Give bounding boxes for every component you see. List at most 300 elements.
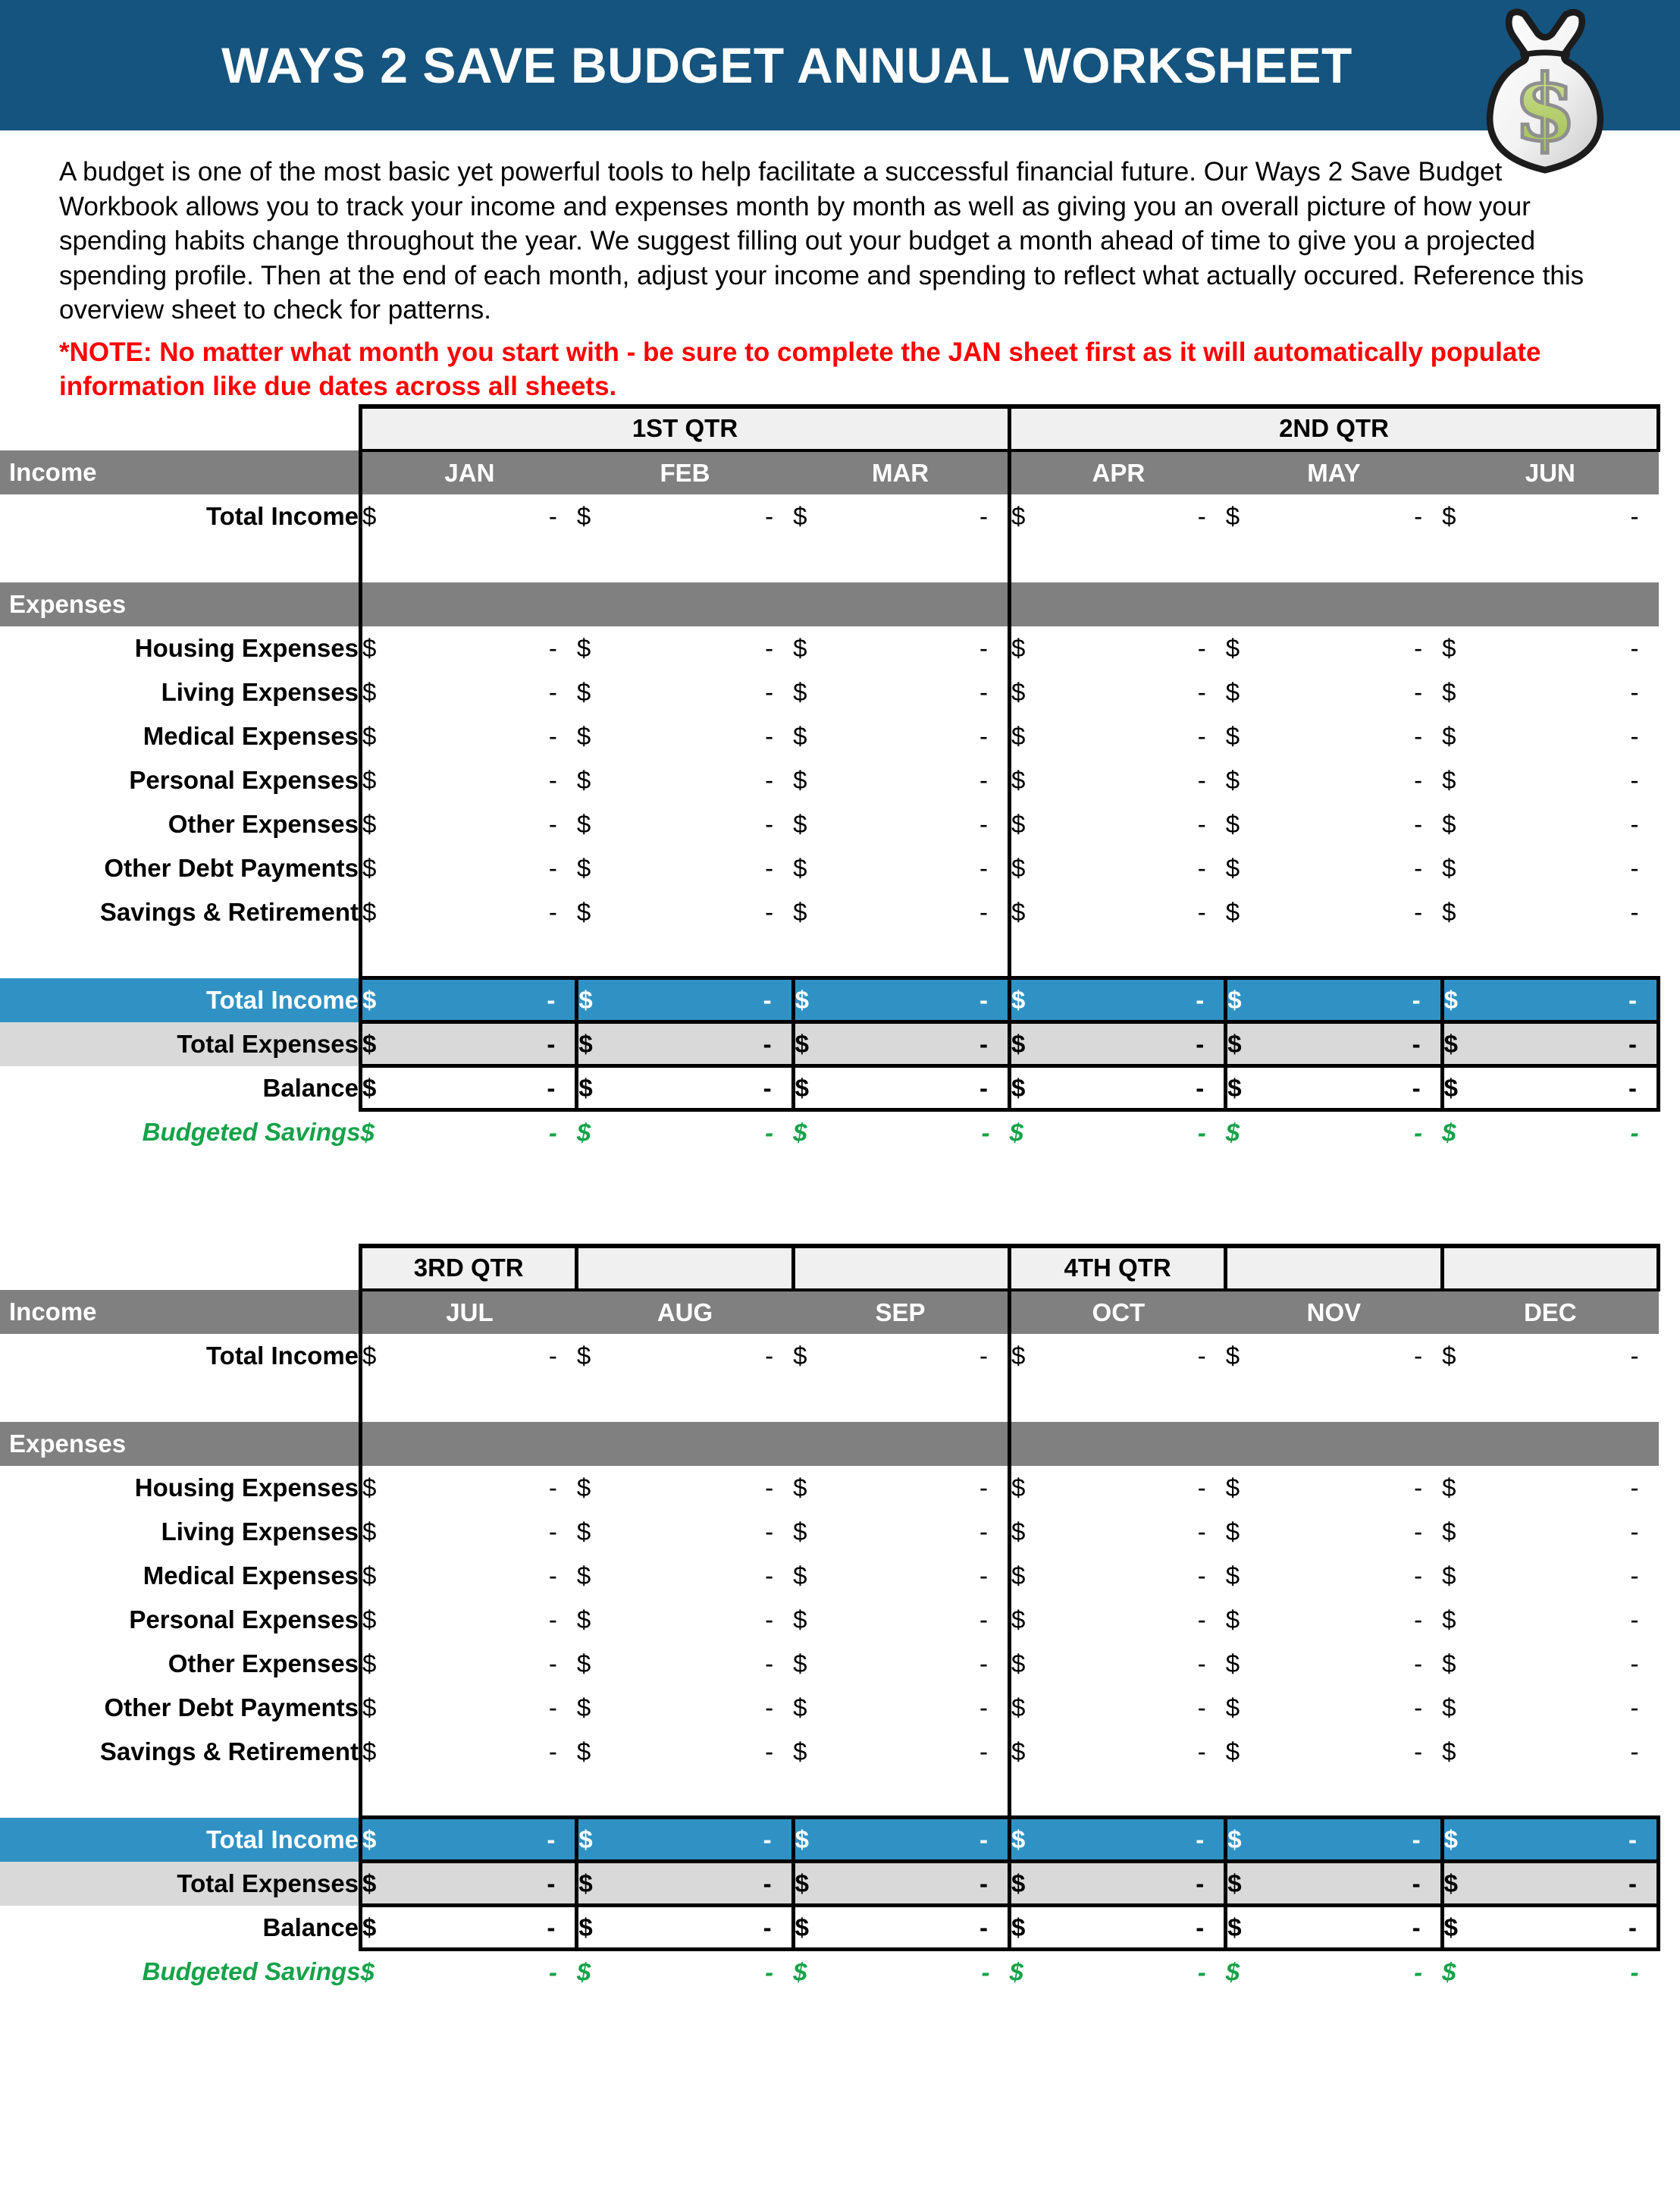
value-cell[interactable] <box>577 1510 793 1554</box>
value-dash: - <box>979 765 988 794</box>
month-header-jul: JUL <box>361 1290 577 1334</box>
currency-symbol: $ <box>576 1605 591 1633</box>
value-cell[interactable] <box>793 978 1009 1022</box>
value-cell[interactable] <box>1226 1906 1442 1950</box>
spacer-cell <box>577 1774 793 1818</box>
income-band-row <box>0 1290 1659 1334</box>
value-cell[interactable] <box>1226 1950 1442 1994</box>
value-cell[interactable] <box>793 846 1009 890</box>
value-cell[interactable] <box>793 890 1009 934</box>
value-dash: - <box>981 1118 990 1147</box>
value-cell[interactable] <box>577 1730 793 1774</box>
currency-symbol: $ <box>793 501 807 530</box>
currency-symbol: $ <box>1225 1605 1240 1633</box>
expense-label: Medical Expenses <box>143 721 359 750</box>
value-dash: - <box>1414 809 1423 838</box>
value-dash: - <box>979 1869 988 1897</box>
value-cell[interactable] <box>1009 1110 1225 1154</box>
value-cell[interactable] <box>1226 1110 1442 1154</box>
value-cell[interactable] <box>1442 1862 1658 1906</box>
value-dash: - <box>548 1649 557 1677</box>
income-section-label: Income <box>0 450 361 494</box>
value-cell[interactable] <box>361 1510 577 1554</box>
value-cell[interactable] <box>1442 1066 1658 1110</box>
value-dash: - <box>1414 853 1423 882</box>
currency-symbol: $ <box>1225 633 1240 662</box>
currency-symbol: $ <box>1442 1649 1456 1677</box>
value-cell[interactable] <box>577 1906 793 1950</box>
currency-symbol: $ <box>1225 501 1240 530</box>
value-cell[interactable] <box>361 1466 577 1510</box>
value-cell[interactable] <box>361 1686 577 1730</box>
value-cell[interactable] <box>793 1066 1009 1110</box>
value-cell[interactable] <box>361 890 577 934</box>
value-dash: - <box>1414 765 1423 794</box>
currency-symbol: $ <box>362 1913 377 1941</box>
currency-symbol: $ <box>1225 677 1240 706</box>
value-cell[interactable] <box>1009 1022 1225 1066</box>
currency-symbol: $ <box>362 1517 377 1546</box>
spacer-cell <box>1442 934 1658 978</box>
value-cell[interactable] <box>1226 978 1442 1022</box>
value-dash: - <box>548 1341 557 1370</box>
value-dash: - <box>1414 633 1423 662</box>
value-cell[interactable] <box>1442 714 1658 758</box>
value-cell[interactable] <box>361 1334 577 1378</box>
value-cell[interactable] <box>361 626 577 670</box>
currency-symbol: $ <box>1442 501 1456 530</box>
total-income-row <box>0 1334 1659 1378</box>
value-cell[interactable] <box>793 670 1009 714</box>
value-cell[interactable] <box>361 1598 577 1642</box>
currency-symbol: $ <box>1443 1825 1458 1853</box>
value-cell[interactable] <box>577 846 793 890</box>
value-dash: - <box>979 897 988 926</box>
value-cell[interactable] <box>1009 1906 1225 1950</box>
value-dash: - <box>765 1737 774 1765</box>
total-income-row <box>0 494 1659 538</box>
value-cell[interactable] <box>1009 670 1225 714</box>
value-cell[interactable] <box>1226 1554 1442 1598</box>
value-dash: - <box>1414 677 1423 706</box>
value-cell[interactable] <box>1009 1598 1225 1642</box>
value-dash: - <box>548 1517 557 1546</box>
value-cell[interactable] <box>793 1818 1009 1862</box>
value-cell[interactable] <box>1442 978 1658 1022</box>
value-cell[interactable] <box>1009 978 1225 1022</box>
currency-symbol: $ <box>578 1869 593 1897</box>
value-cell[interactable] <box>361 1818 577 1862</box>
value-dash: - <box>979 853 988 882</box>
value-cell[interactable] <box>1442 1686 1658 1730</box>
value-cell[interactable] <box>1226 714 1442 758</box>
value-cell[interactable] <box>1442 1642 1658 1686</box>
value-dash: - <box>763 1913 772 1941</box>
currency-symbol: $ <box>1011 853 1026 882</box>
currency-symbol: $ <box>362 1561 377 1589</box>
value-cell[interactable] <box>1226 670 1442 714</box>
currency-symbol: $ <box>1011 1517 1026 1546</box>
value-cell[interactable] <box>1442 1730 1658 1774</box>
money-bag-icon <box>1469 8 1621 174</box>
value-cell[interactable] <box>361 670 577 714</box>
currency-symbol: $ <box>1442 853 1456 882</box>
value-cell[interactable] <box>793 1686 1009 1730</box>
currency-symbol: $ <box>1225 1473 1240 1502</box>
value-dash: - <box>765 765 774 794</box>
currency-symbol: $ <box>1442 1517 1456 1546</box>
currency-symbol: $ <box>1011 1869 1026 1897</box>
value-dash: - <box>1628 1073 1637 1102</box>
value-cell[interactable] <box>577 890 793 934</box>
value-dash: - <box>1628 985 1637 1014</box>
value-dash: - <box>1628 1913 1637 1941</box>
value-cell[interactable] <box>577 1950 793 1994</box>
band-cell <box>793 582 1009 626</box>
value-cell[interactable] <box>1226 846 1442 890</box>
currency-symbol: $ <box>576 1341 591 1370</box>
value-cell[interactable] <box>1009 1730 1225 1774</box>
value-cell[interactable] <box>793 494 1009 538</box>
value-cell[interactable] <box>1226 1510 1442 1554</box>
value-cell[interactable] <box>577 626 793 670</box>
currency-symbol: $ <box>1442 1561 1456 1589</box>
value-cell[interactable] <box>361 758 577 802</box>
value-dash: - <box>1414 1517 1423 1546</box>
currency-symbol: $ <box>1011 1073 1026 1102</box>
value-cell[interactable] <box>361 1862 577 1906</box>
value-dash: - <box>765 1649 774 1677</box>
currency-symbol: $ <box>793 1693 807 1721</box>
value-cell[interactable] <box>577 802 793 846</box>
value-cell[interactable] <box>1442 1554 1658 1598</box>
expense-label: Living Expenses <box>161 1517 359 1546</box>
quarter-label-q4: 4TH QTR <box>1009 1246 1225 1290</box>
value-dash: - <box>763 985 772 1014</box>
spacer-cell <box>793 934 1009 978</box>
value-cell[interactable] <box>361 1066 577 1110</box>
value-dash: - <box>548 1605 557 1633</box>
value-cell[interactable] <box>793 1598 1009 1642</box>
table-row <box>0 890 1659 934</box>
summary-total-income-label: Total Income <box>0 978 361 1022</box>
value-cell[interactable] <box>361 714 577 758</box>
value-dash: - <box>547 1073 556 1102</box>
currency-symbol: $ <box>1443 1073 1458 1102</box>
currency-symbol: $ <box>1227 1869 1242 1897</box>
expense-label: Housing Expenses <box>134 633 359 662</box>
value-cell[interactable] <box>1442 1818 1658 1862</box>
value-cell[interactable] <box>1442 670 1658 714</box>
value-cell[interactable] <box>1442 846 1658 890</box>
currency-symbol: $ <box>578 1913 593 1941</box>
value-cell[interactable] <box>361 1906 577 1950</box>
value-cell[interactable] <box>577 758 793 802</box>
spacer-cell <box>361 538 577 582</box>
expense-label: Medical Expenses <box>143 1561 359 1589</box>
spacer-cell <box>361 1774 577 1818</box>
value-cell[interactable] <box>361 1730 577 1774</box>
band-cell <box>361 1422 577 1466</box>
currency-symbol: $ <box>1442 765 1456 794</box>
value-cell[interactable] <box>1442 1334 1658 1378</box>
currency-symbol: $ <box>793 1561 807 1589</box>
currency-symbol: $ <box>576 1649 591 1677</box>
value-cell[interactable] <box>1009 1510 1225 1554</box>
value-cell[interactable] <box>1442 1022 1658 1066</box>
value-dash: - <box>1196 1913 1205 1941</box>
value-dash: - <box>1412 1029 1421 1058</box>
value-cell[interactable] <box>793 758 1009 802</box>
currency-symbol: $ <box>576 633 591 662</box>
spacer-cell <box>0 1774 361 1818</box>
value-cell[interactable] <box>577 1598 793 1642</box>
value-cell[interactable] <box>577 1022 793 1066</box>
value-cell[interactable] <box>361 1022 577 1066</box>
value-dash: - <box>765 1473 774 1502</box>
spacer-cell <box>793 1774 1009 1818</box>
value-cell[interactable] <box>1226 1022 1442 1066</box>
value-cell[interactable] <box>1009 1818 1225 1862</box>
value-dash: - <box>1628 1825 1637 1853</box>
currency-symbol: $ <box>1442 1605 1456 1633</box>
value-cell[interactable] <box>1009 890 1225 934</box>
value-cell[interactable] <box>1226 1818 1442 1862</box>
value-dash: - <box>1197 633 1206 662</box>
value-cell[interactable] <box>577 1334 793 1378</box>
value-cell[interactable] <box>361 978 577 1022</box>
value-cell[interactable] <box>577 670 793 714</box>
value-cell[interactable] <box>361 802 577 846</box>
value-dash: - <box>979 721 988 750</box>
value-cell[interactable] <box>1442 494 1658 538</box>
currency-symbol: $ <box>795 985 809 1014</box>
value-cell[interactable] <box>793 714 1009 758</box>
summary-balance-label: Balance <box>0 1906 361 1950</box>
value-dash: - <box>1630 1118 1639 1147</box>
value-dash: - <box>1412 985 1421 1014</box>
value-dash: - <box>979 1913 988 1941</box>
spacer-cell <box>577 934 793 978</box>
value-dash: - <box>765 1561 774 1589</box>
value-cell[interactable] <box>793 1466 1009 1510</box>
summary-total-income-row <box>0 978 1659 1022</box>
currency-symbol: $ <box>1011 501 1026 530</box>
svg-text:$: $ <box>1513 55 1577 162</box>
value-dash: - <box>1414 1561 1423 1589</box>
currency-symbol: $ <box>1011 1473 1026 1502</box>
value-cell[interactable] <box>1009 1066 1225 1110</box>
value-cell[interactable] <box>1442 802 1658 846</box>
currency-symbol: $ <box>362 1073 377 1102</box>
expense-label: Other Expenses <box>168 809 359 838</box>
value-cell[interactable] <box>1442 758 1658 802</box>
value-cell[interactable] <box>1009 1554 1225 1598</box>
currency-symbol: $ <box>1009 1118 1023 1147</box>
value-cell[interactable] <box>793 1642 1009 1686</box>
value-dash: - <box>1628 1869 1637 1897</box>
value-dash: - <box>1197 809 1206 838</box>
currency-symbol: $ <box>795 1825 810 1853</box>
summary-total-income-row <box>0 1818 1659 1862</box>
value-cell[interactable] <box>1226 1598 1442 1642</box>
currency-symbol: $ <box>795 1029 809 1058</box>
expense-label: Living Expenses <box>161 677 359 706</box>
currency-symbol: $ <box>793 1605 807 1633</box>
currency-symbol: $ <box>1225 1561 1240 1589</box>
value-cell[interactable] <box>793 1862 1009 1906</box>
value-dash: - <box>1414 1693 1423 1721</box>
budgeted-savings-label: Budgeted Savings <box>142 1957 361 1985</box>
value-cell[interactable] <box>1442 1598 1658 1642</box>
value-cell[interactable] <box>1226 1862 1442 1906</box>
value-cell[interactable] <box>1009 1686 1225 1730</box>
value-cell[interactable] <box>1226 1466 1442 1510</box>
value-dash: - <box>763 1029 772 1058</box>
value-cell[interactable] <box>1442 1950 1658 1994</box>
value-cell[interactable] <box>1226 890 1442 934</box>
value-dash: - <box>979 633 988 662</box>
currency-symbol: $ <box>1011 1649 1026 1677</box>
currency-symbol: $ <box>1011 721 1026 750</box>
currency-symbol: $ <box>360 1118 375 1147</box>
currency-symbol: $ <box>576 853 591 882</box>
summary-total-expenses-row <box>0 1862 1659 1906</box>
currency-symbol: $ <box>1225 1693 1240 1721</box>
currency-symbol: $ <box>1227 1073 1242 1102</box>
value-cell[interactable] <box>577 1466 793 1510</box>
value-cell[interactable] <box>1226 1334 1442 1378</box>
value-cell[interactable] <box>1009 1862 1225 1906</box>
summary-total-expenses-label: Total Expenses <box>0 1022 361 1066</box>
currency-symbol: $ <box>362 633 377 662</box>
value-cell[interactable] <box>1226 1730 1442 1774</box>
value-cell[interactable] <box>1442 890 1658 934</box>
currency-symbol: $ <box>1225 1957 1240 1986</box>
value-cell[interactable] <box>1226 758 1442 802</box>
value-cell[interactable] <box>1226 802 1442 846</box>
value-cell[interactable] <box>577 1818 793 1862</box>
quarter-cell-blank <box>1442 1246 1658 1290</box>
value-cell[interactable] <box>1442 1510 1658 1554</box>
currency-symbol: $ <box>362 1341 377 1370</box>
value-cell[interactable] <box>577 1554 793 1598</box>
table-row <box>0 1466 1659 1510</box>
value-cell[interactable] <box>577 1110 793 1154</box>
value-cell[interactable] <box>1226 1642 1442 1686</box>
spacer-cell <box>1226 1378 1442 1422</box>
value-cell[interactable] <box>793 1730 1009 1774</box>
value-cell[interactable] <box>1226 1686 1442 1730</box>
value-cell[interactable] <box>1009 802 1225 846</box>
currency-symbol: $ <box>362 501 377 530</box>
value-cell[interactable] <box>793 1110 1009 1154</box>
value-dash: - <box>548 1957 557 1986</box>
value-cell[interactable] <box>1226 494 1442 538</box>
value-dash: - <box>548 677 557 706</box>
value-cell[interactable] <box>1442 626 1658 670</box>
currency-symbol: $ <box>795 1913 810 1941</box>
value-dash: - <box>1630 1605 1639 1633</box>
currency-symbol: $ <box>1011 1825 1026 1853</box>
expense-label: Personal Expenses <box>129 1605 359 1633</box>
spacer-row <box>0 1378 1659 1422</box>
value-cell[interactable] <box>1442 1110 1658 1154</box>
value-cell[interactable] <box>793 1906 1009 1950</box>
spacer-cell <box>1009 1774 1225 1818</box>
value-dash: - <box>1197 1737 1206 1765</box>
value-cell[interactable] <box>577 494 793 538</box>
value-cell[interactable] <box>361 494 577 538</box>
value-cell[interactable] <box>361 1950 577 1994</box>
value-cell[interactable] <box>1009 1950 1225 1994</box>
value-cell[interactable] <box>577 978 793 1022</box>
value-dash: - <box>548 1473 557 1502</box>
value-cell[interactable] <box>361 1110 577 1154</box>
expense-label: Savings & Retirement <box>99 1737 359 1765</box>
value-cell[interactable] <box>577 1686 793 1730</box>
currency-symbol: $ <box>576 1737 591 1765</box>
value-cell[interactable] <box>1442 1906 1658 1950</box>
spacer-cell <box>1226 538 1442 582</box>
band-cell <box>1442 582 1658 626</box>
value-cell[interactable] <box>1442 1466 1658 1510</box>
currency-symbol: $ <box>793 677 807 706</box>
value-dash: - <box>1414 1737 1423 1765</box>
currency-symbol: $ <box>578 1825 593 1853</box>
value-cell[interactable] <box>793 626 1009 670</box>
value-dash: - <box>765 809 774 838</box>
value-cell[interactable] <box>577 1862 793 1906</box>
budget-table-second-half <box>0 1244 1680 1994</box>
table-row <box>0 626 1659 670</box>
value-cell[interactable] <box>1009 1466 1225 1510</box>
spacer-cell <box>577 538 793 582</box>
value-cell[interactable] <box>793 1022 1009 1066</box>
value-dash: - <box>765 1118 774 1147</box>
value-cell[interactable] <box>577 1642 793 1686</box>
value-cell[interactable] <box>361 1554 577 1598</box>
value-cell[interactable] <box>1009 846 1225 890</box>
value-cell[interactable] <box>1009 626 1225 670</box>
value-cell[interactable] <box>1009 714 1225 758</box>
value-cell[interactable] <box>793 802 1009 846</box>
band-cell <box>1442 1422 1658 1466</box>
currency-symbol: $ <box>793 853 807 882</box>
value-cell[interactable] <box>793 1510 1009 1554</box>
value-cell[interactable] <box>793 1950 1009 1994</box>
value-dash: - <box>1630 1649 1639 1677</box>
month-header-may: MAY <box>1226 450 1442 494</box>
currency-symbol: $ <box>1225 1649 1240 1677</box>
value-cell[interactable] <box>1009 494 1225 538</box>
value-cell[interactable] <box>793 1334 1009 1378</box>
band-cell <box>577 582 793 626</box>
value-cell[interactable] <box>1009 1642 1225 1686</box>
value-cell[interactable] <box>361 846 577 890</box>
value-cell[interactable] <box>577 714 793 758</box>
value-cell[interactable] <box>793 1554 1009 1598</box>
value-cell[interactable] <box>1009 1334 1225 1378</box>
table-row <box>0 1642 1659 1686</box>
value-cell[interactable] <box>1009 758 1225 802</box>
value-cell[interactable] <box>1226 1066 1442 1110</box>
value-cell[interactable] <box>361 1642 577 1686</box>
value-cell[interactable] <box>1226 626 1442 670</box>
value-dash: - <box>1197 501 1206 530</box>
value-cell[interactable] <box>577 1066 793 1110</box>
intro-paragraph: A budget is one of the most basic yet powerful tools to help facilitate a successful financial future. Our Ways 2 Save Budget Workbook allows you to track your income and expenses month by month as well as giving you an overall picture of how your spending habits change throughout the year. We suggest filling out your budget a month ahead of time to give you a projected spending profile. Then at the end of each month, adjust your income and spending to reflect what actually occured. Reference this overview sheet to check for patterns. <box>59 157 1584 325</box>
